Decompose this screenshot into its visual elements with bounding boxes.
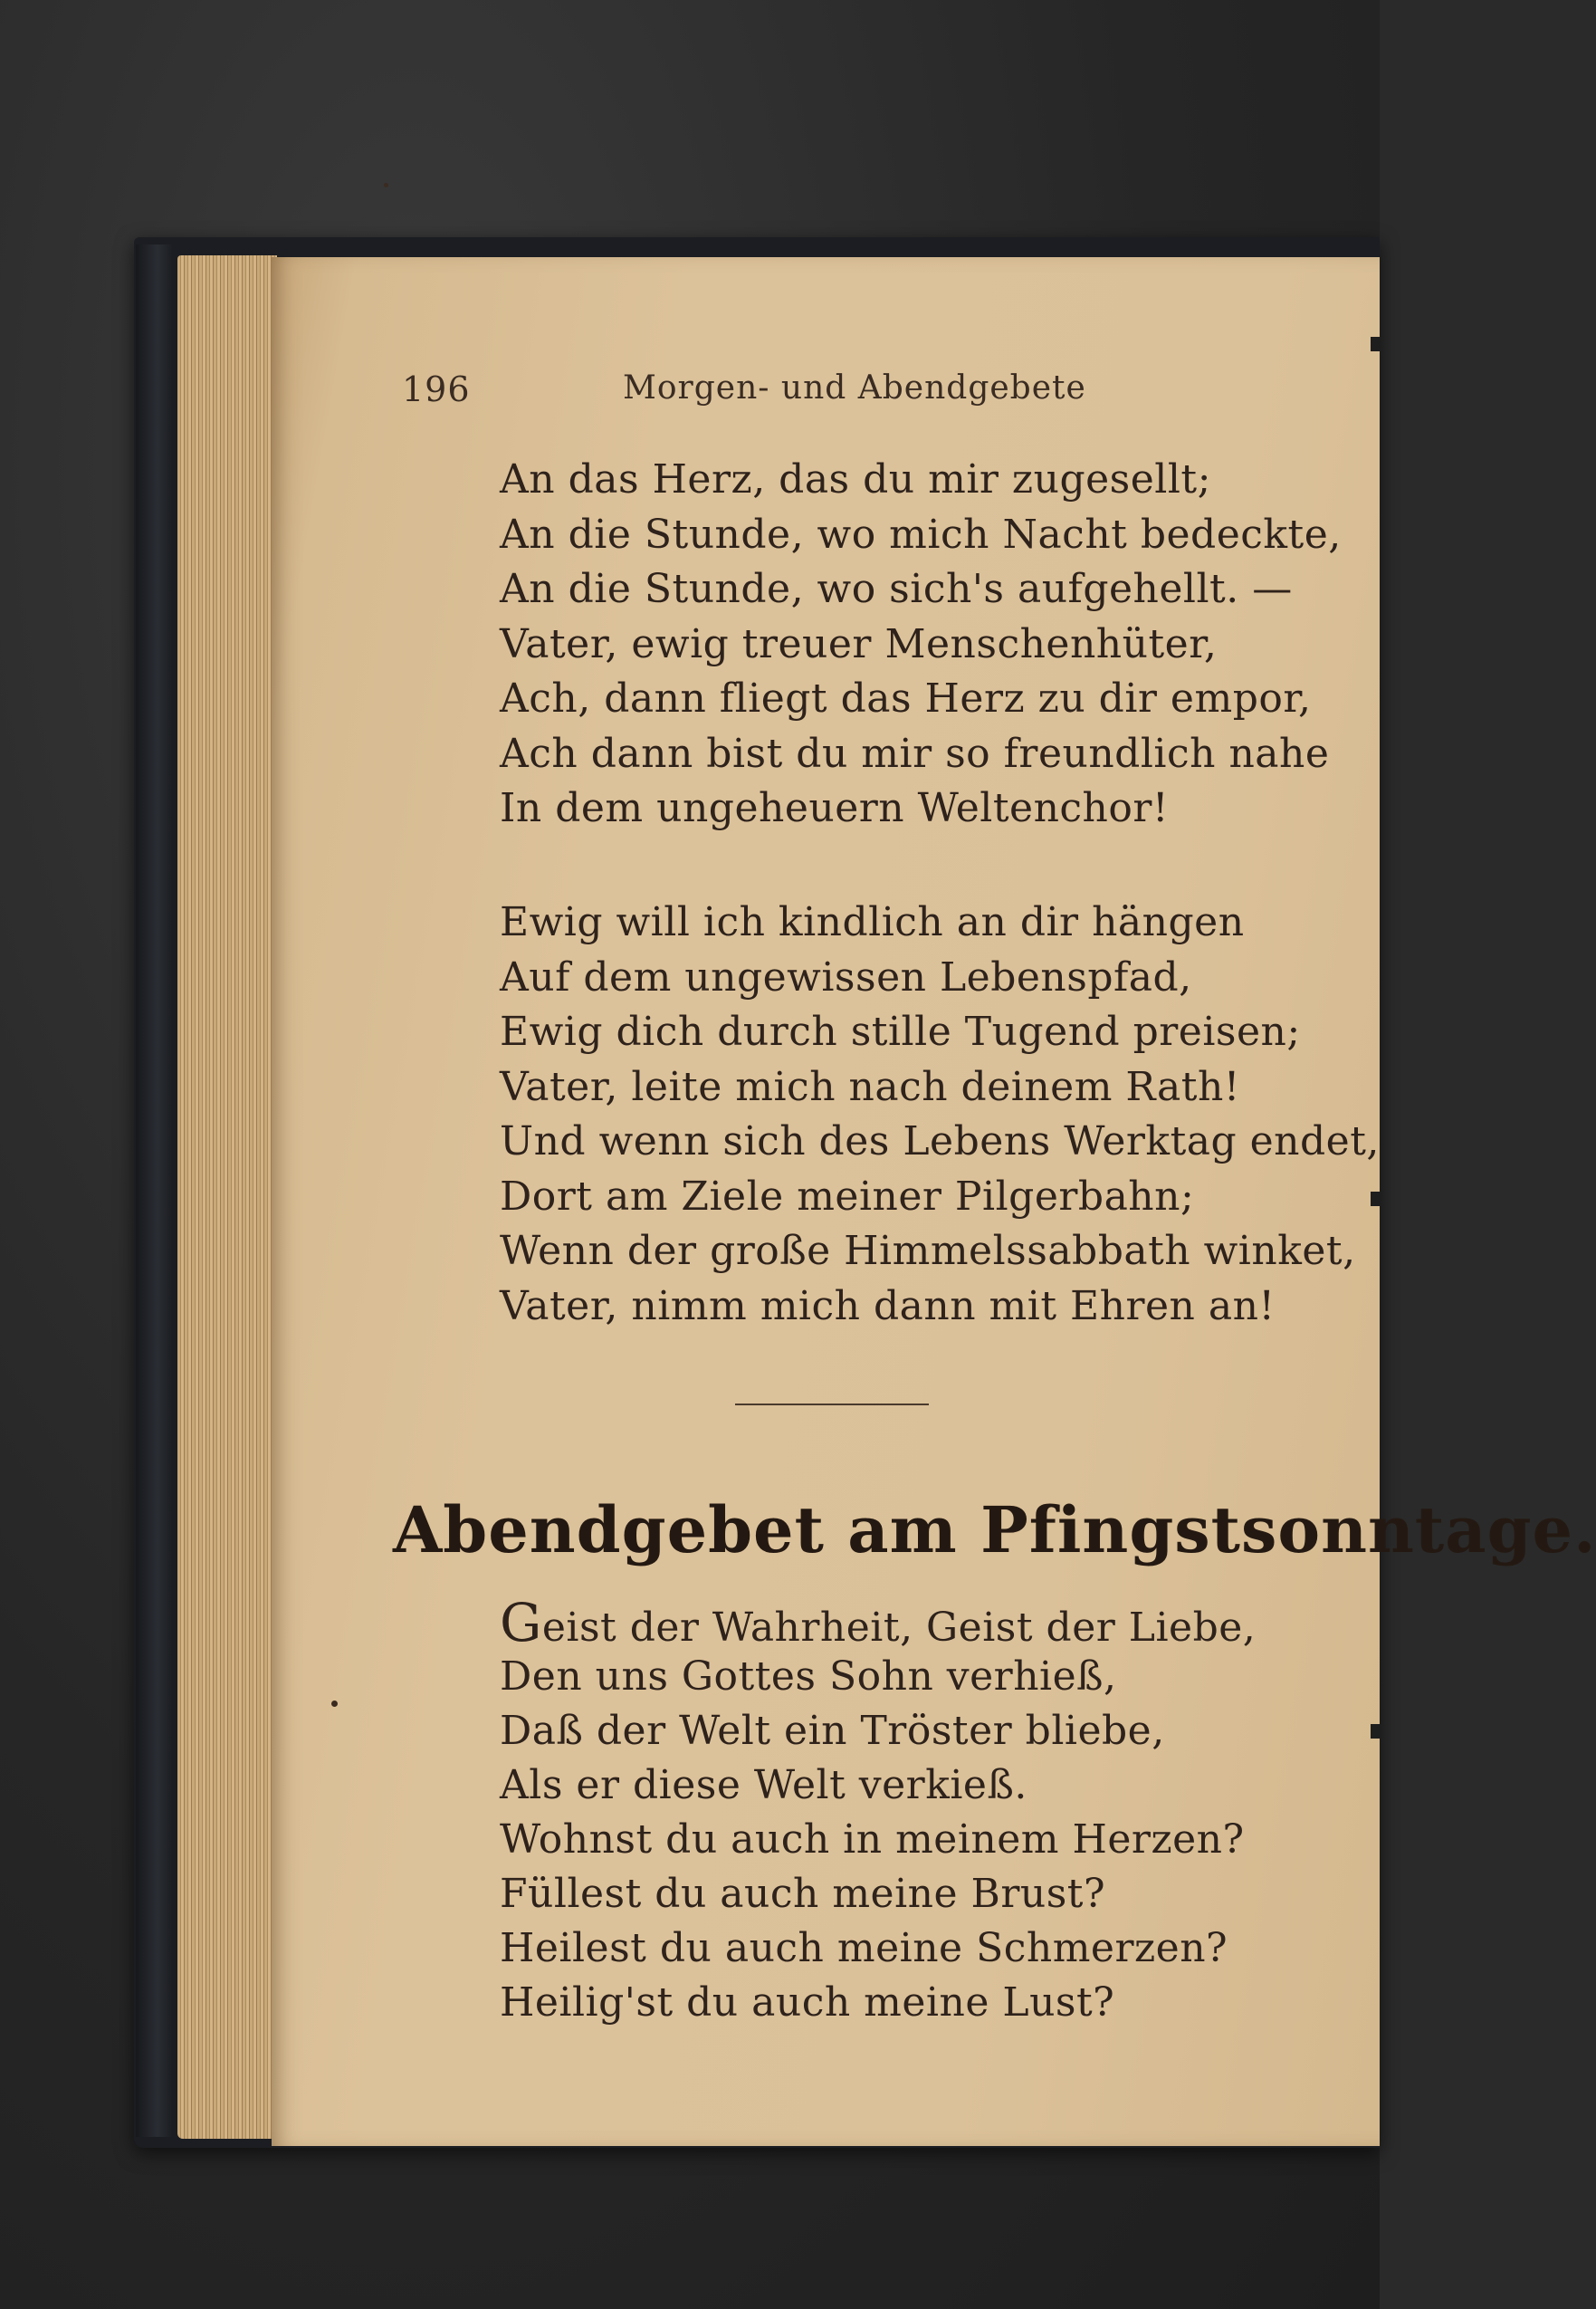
poem-line: Ewig will ich kindlich an dir hängen <box>500 899 1245 945</box>
poem-line: Als er diese Welt verkieß. <box>500 1762 1027 1808</box>
stanza-2 <box>500 896 1380 1334</box>
page-header <box>402 369 1217 415</box>
page-number: 196 <box>402 369 471 409</box>
poem-line: Heilig'st du auch meine Lust? <box>500 1979 1115 2026</box>
page-edges <box>177 255 277 2139</box>
page-edge-mark <box>1371 337 1380 351</box>
paper-speck <box>384 183 388 187</box>
poem-title: Abendgebet am Pfingstsonntage. <box>393 1492 1596 1567</box>
poem-line: An das Herz, das du mir zugesellt; <box>500 456 1211 503</box>
book-spine <box>136 244 172 2137</box>
stanza-1 <box>500 453 1342 837</box>
poem-line: Wohnst du auch in meinem Herzen? <box>500 1816 1245 1863</box>
section-divider <box>735 1404 929 1405</box>
stanza-3 <box>500 1592 1260 2030</box>
poem-line: Vater, leite mich nach deinem Rath! <box>500 1063 1240 1110</box>
poem-line: Vater, nimm mich dann mit Ehren an! <box>500 1282 1276 1329</box>
poem-line: Den uns Gottes Sohn verhieß, <box>500 1653 1117 1700</box>
poem-line: In dem ungeheuern Weltenchor! <box>500 785 1170 831</box>
first-line-text: eist der Wahrheit, Geist der Liebe, <box>541 1605 1257 1651</box>
poem-line: Füllest du auch meine Brust? <box>500 1871 1106 1917</box>
poem-line: Ewig dich durch stille Tugend preisen; <box>500 1009 1301 1055</box>
poem-line: Wenn der große Himmelssabbath winket, <box>500 1228 1356 1274</box>
poem-line: Daß der Welt ein Tröster bliebe, <box>500 1708 1165 1754</box>
page-edge-mark <box>1371 1724 1380 1739</box>
running-title: Morgen- und Abendgebete <box>623 369 1086 407</box>
poem-line: Ach, dann fliegt das Herz zu dir empor, <box>500 675 1312 722</box>
drop-letter: G <box>500 1592 542 1653</box>
poem-line: Ach dann bist du mir so freundlich nahe <box>500 730 1330 777</box>
poem-line: An die Stunde, wo mich Nacht bedeckte, <box>500 511 1342 558</box>
poem-line: Auf dem ungewissen Lebenspfad, <box>500 953 1192 1001</box>
poem-line: Heilest du auch meine Schmerzen? <box>500 1925 1228 1971</box>
paper-speck <box>331 1701 338 1707</box>
poem-line: Vater, ewig treuer Menschenhüter, <box>500 620 1218 667</box>
page-edge-mark <box>1371 1192 1380 1206</box>
poem-line: An die Stunde, wo sich's aufgehellt. — <box>500 566 1293 612</box>
poem-line: Dort am Ziele meiner Pilgerbahn; <box>500 1173 1195 1220</box>
poem-line: Und wenn sich des Lebens Werktag endet, <box>500 1118 1380 1164</box>
poem-first-line <box>500 1592 1260 1653</box>
